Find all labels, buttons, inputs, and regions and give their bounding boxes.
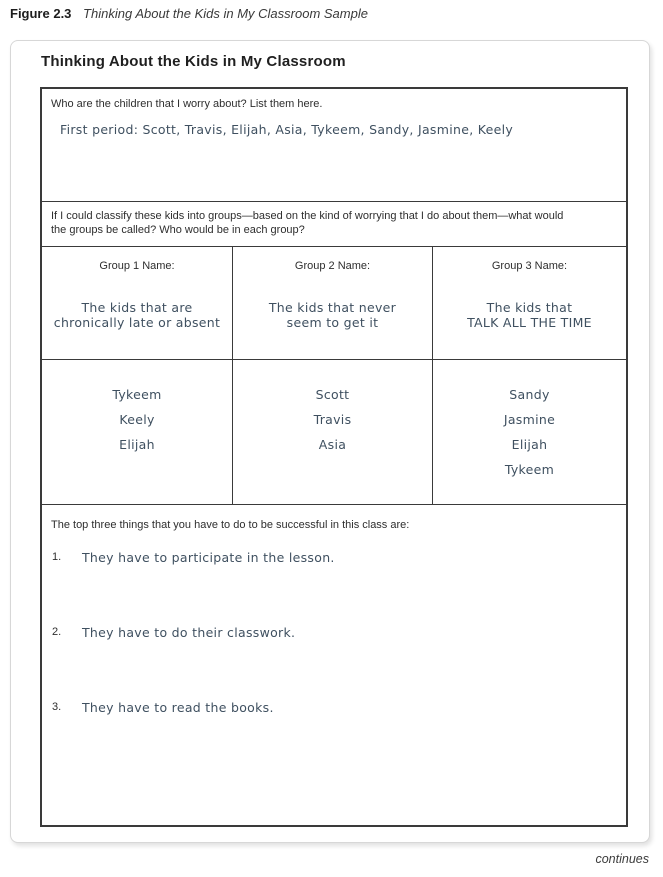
group-2-name-line1: The kids that never (268, 300, 397, 315)
success-prompt: The top three things that you have to do to be successful in this class are: (51, 519, 410, 531)
group-1-members (42, 382, 232, 457)
success-item-3-answer: They have to read the books. (82, 700, 274, 715)
continues-label: continues (595, 852, 649, 866)
member-name: Elijah (511, 437, 548, 452)
member-name: Tykeem (112, 387, 162, 402)
group-1-name-line2: chronically late or absent (53, 315, 221, 330)
group-2-name-cell (233, 247, 433, 359)
figure-caption (10, 6, 368, 21)
member-name: Sandy (509, 387, 550, 402)
worksheet-form (40, 87, 628, 827)
group-3-name-line2: TALK ALL THE TIME (467, 315, 592, 330)
who-worry-prompt: Who are the children that I worry about? List them here. (51, 98, 323, 110)
member-name: Tykeem (504, 462, 555, 477)
group-3-members-cell (433, 360, 626, 504)
group-1-name (42, 300, 232, 330)
group-1-name-cell (42, 247, 233, 359)
success-section (42, 505, 626, 819)
member-name: Travis (313, 412, 352, 427)
member-name: Scott (315, 387, 350, 402)
figure-label: Figure 2.3 (10, 6, 72, 21)
group-1-members-cell (42, 360, 233, 504)
member-name: Keely (119, 412, 155, 427)
member-name: Asia (318, 437, 347, 452)
group-3-name (433, 300, 626, 330)
group-2-members-cell (233, 360, 433, 504)
group-names-row (42, 247, 626, 360)
member-name: Elijah (119, 437, 155, 452)
classify-prompt-line1: If I could classify these kids into groups—based on the kind of worrying that I do about them—what would (51, 210, 564, 222)
classify-prompt (51, 209, 563, 237)
success-item-2-answer: They have to do their classwork. (82, 625, 296, 640)
who-worry-section (42, 89, 626, 202)
group-3-name-cell (433, 247, 626, 359)
group-1-label: Group 1 Name: (99, 260, 175, 272)
success-item-3-number: 3. (52, 701, 62, 713)
group-members-row (42, 360, 626, 505)
group-2-name-line2: seem to get it (286, 315, 379, 330)
group-1-name-line1: The kids that are (81, 300, 193, 315)
group-3-members (433, 382, 626, 482)
success-item-2-number: 2. (52, 626, 62, 638)
success-item-1-answer: They have to participate in the lesson. (82, 550, 335, 565)
classify-prompt-section (42, 202, 626, 247)
worksheet-panel (10, 40, 650, 843)
group-3-label: Group 3 Name: (491, 260, 568, 272)
figure-title: Thinking About the Kids in My Classroom Sample (83, 6, 368, 21)
worksheet-title: Thinking About the Kids in My Classroom (41, 53, 346, 70)
group-3-name-line1: The kids that (486, 300, 573, 315)
who-worry-answer: First period: Scott, Travis, Elijah, Asia, Tykeem, Sandy, Jasmine, Keely (60, 122, 514, 137)
success-item-1-number: 1. (52, 551, 62, 563)
member-name: Jasmine (503, 412, 556, 427)
classify-prompt-line2: the groups be called? Who would be in each group? (51, 224, 305, 236)
group-2-members (233, 382, 432, 457)
group-2-label: Group 2 Name: (294, 260, 371, 272)
group-2-name (233, 300, 432, 330)
